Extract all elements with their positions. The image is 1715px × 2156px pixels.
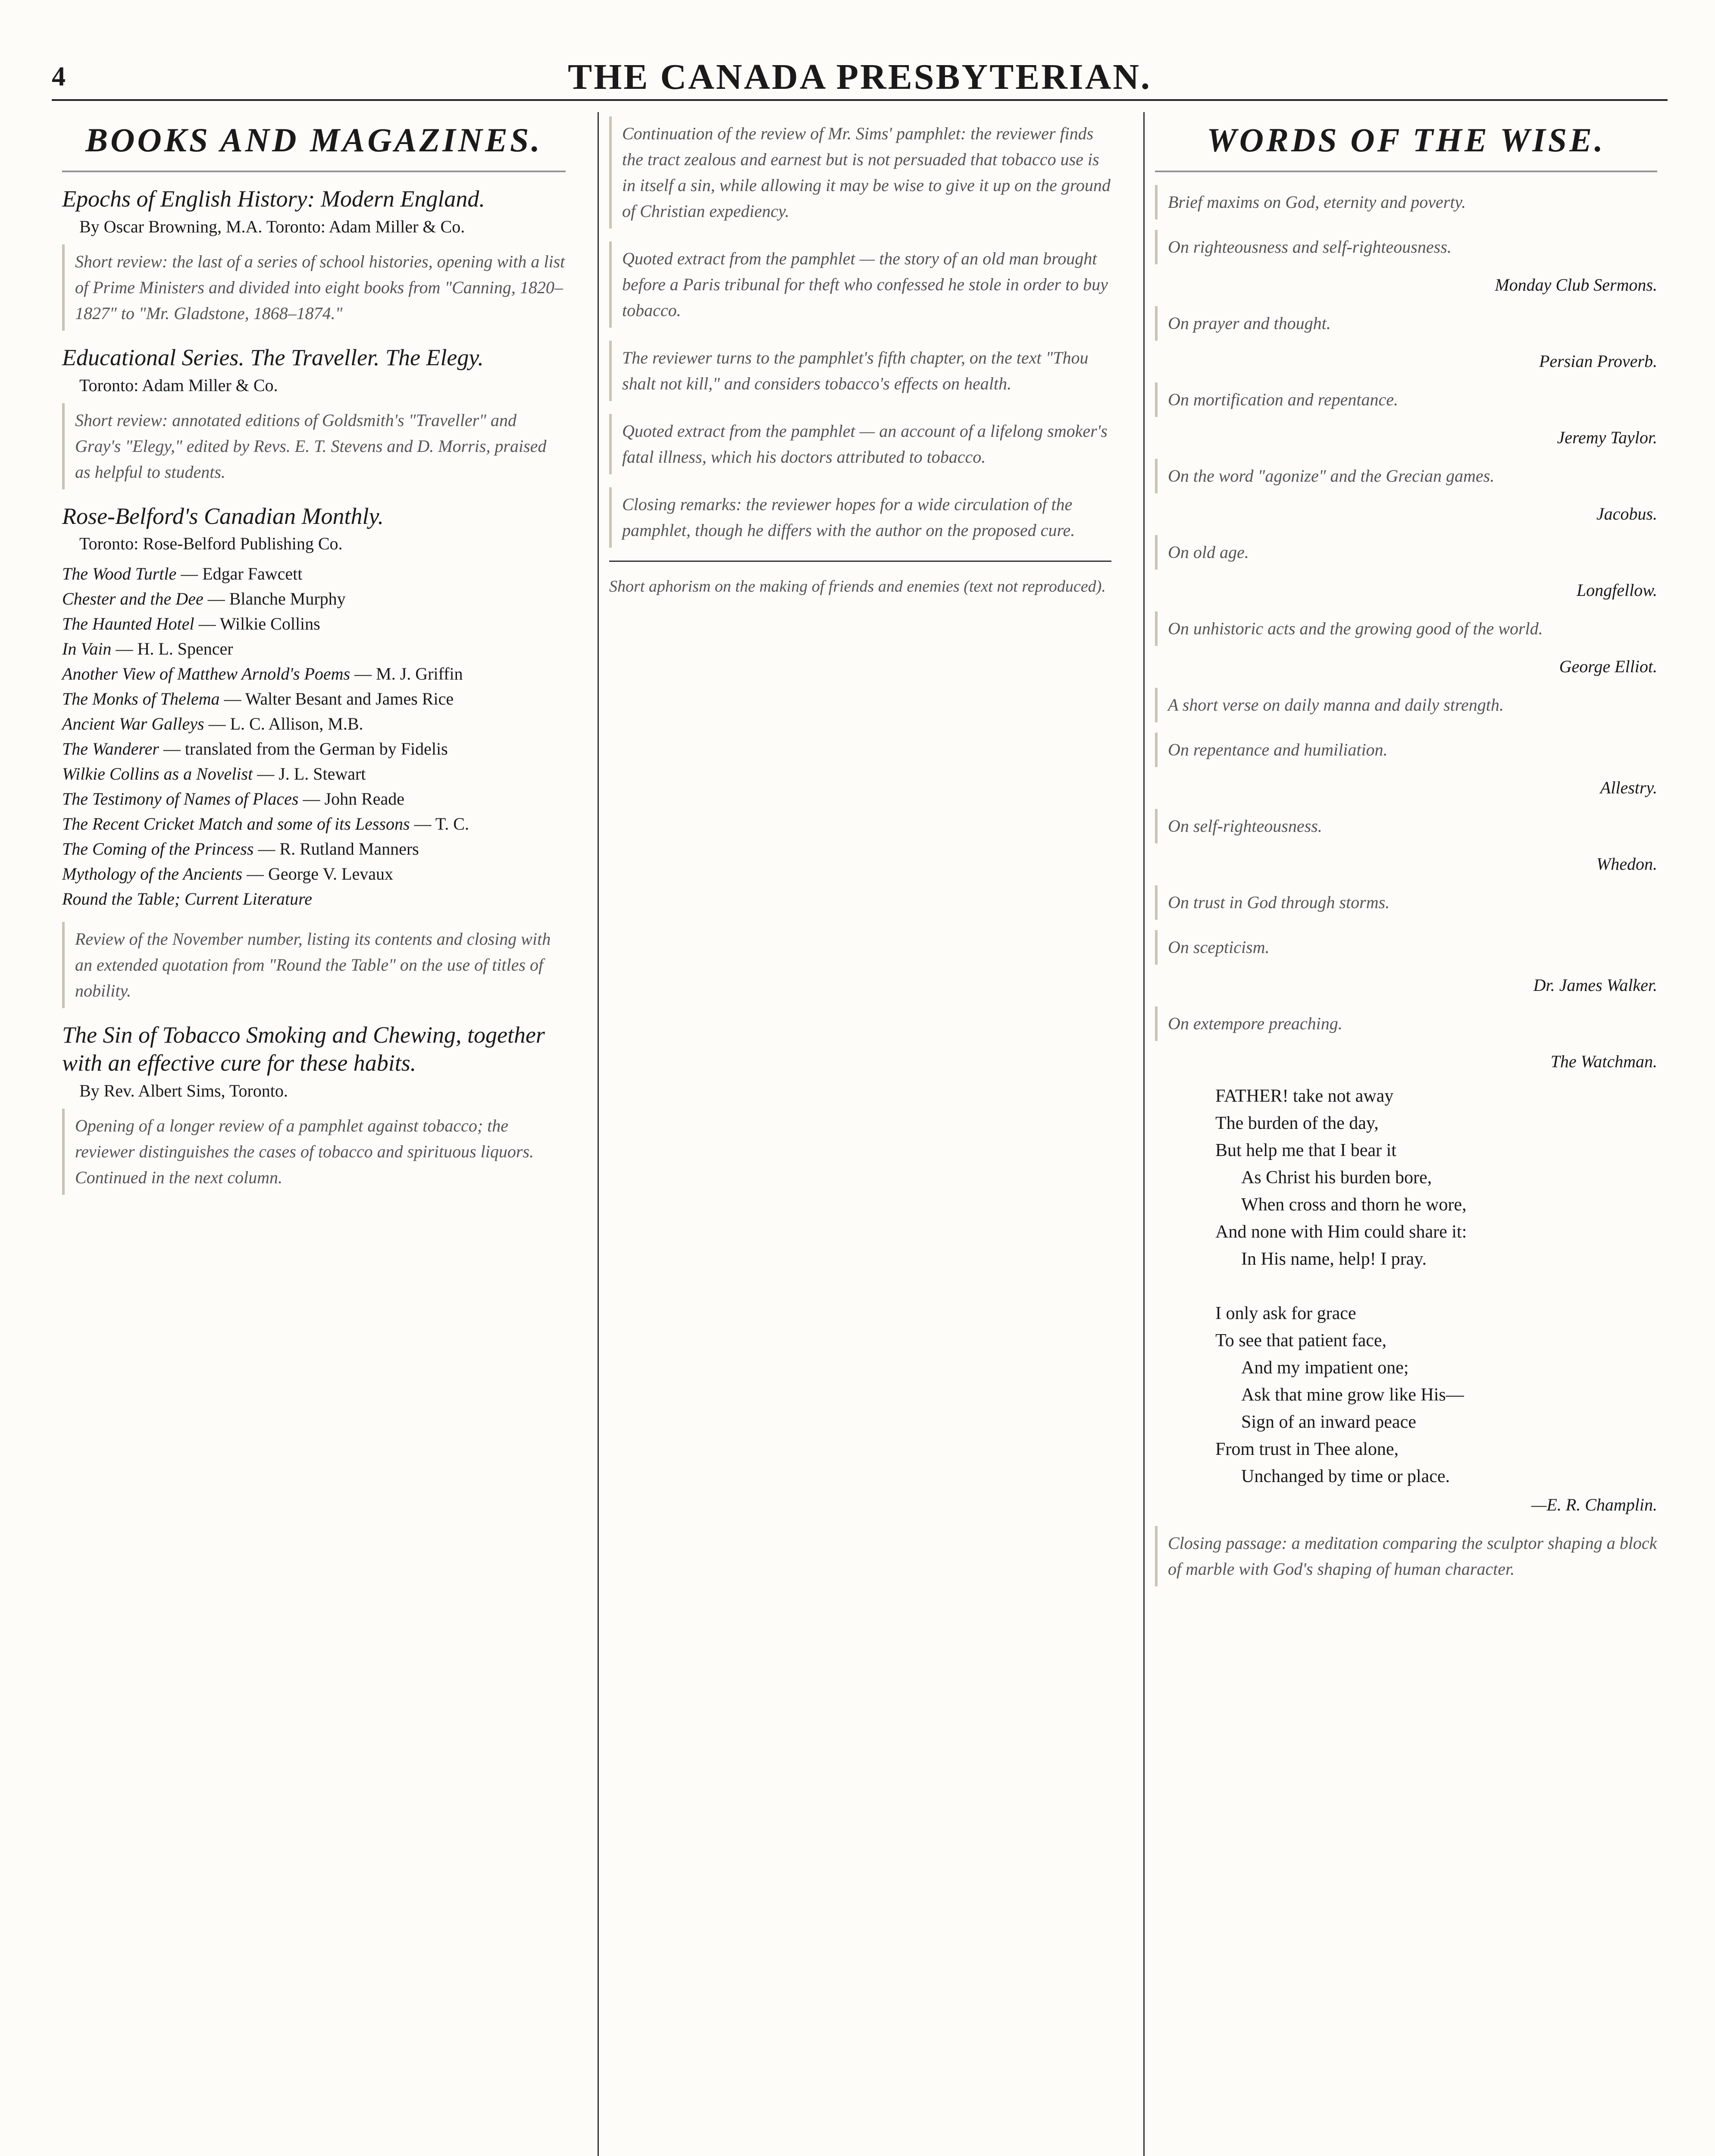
review-title: Epochs of English History: Modern England. <box>62 186 485 212</box>
contents-item: Chester and the Dee — Blanche Murphy <box>62 589 346 609</box>
contents-article: Wilkie Collins as a Novelist <box>62 764 253 784</box>
books-heading: BOOKS AND MAGAZINES. <box>62 112 566 172</box>
maxim-summary: On mortification and repentance. <box>1155 382 1657 417</box>
contents-author: Wilkie Collins <box>219 614 320 634</box>
contents-author: R. Rutland Manners <box>279 839 419 859</box>
contents-article: The Wanderer <box>62 739 159 759</box>
contents-author: L. C. Allison, M.B. <box>230 714 363 734</box>
contents-article: Ancient War Galleys <box>62 714 204 734</box>
contents-author: translated from the German by Fidelis <box>185 739 448 759</box>
review-summary: Continuation of the review of Mr. Sims' pamphlet: the reviewer finds the tract zealous and earnest but is not persuaded that tobacco use is in itself a sin, while allowing it may be wise to give it up on the ground of Christian expediency. <box>609 116 1111 229</box>
maxim-attribution: George Elliot. <box>1559 657 1657 676</box>
maxim-attribution: Jacobus. <box>1596 504 1657 523</box>
maxim-attribution: The Watchman. <box>1550 1052 1657 1071</box>
maxim-summary: On extempore preaching. <box>1155 1006 1657 1041</box>
contents-article: The Wood Turtle <box>62 564 177 584</box>
maxim-attribution: Monday Club Sermons. <box>1495 275 1657 295</box>
poem-line: To see that patient face, <box>1215 1331 1387 1351</box>
review-summary: The reviewer turns to the pamphlet's fifth chapter, on the text "Thou shalt not kill," and considers tobacco's effects on health. <box>609 341 1111 401</box>
contents-item: Ancient War Galleys — L. C. Allison, M.B. <box>62 714 363 734</box>
review-byline: Toronto: Rose-Belford Publishing Co. <box>79 534 343 554</box>
contents-article: In Vain <box>62 639 112 659</box>
poem-line: And my impatient one; <box>1241 1358 1409 1378</box>
contents-article: The Recent Cricket Match and some of its Lessons <box>62 814 410 834</box>
quoted-extract: Quoted extract from the pamphlet — an account of a lifelong smoker's fatal illness, which his doctors attributed to tobacco. <box>609 414 1111 474</box>
poem-line: Ask that mine grow like His— <box>1241 1385 1464 1405</box>
maxim-attribution: Persian Proverb. <box>1539 351 1657 371</box>
poem-line: As Christ his burden bore, <box>1241 1168 1432 1188</box>
review-continued-column <box>598 112 1122 2156</box>
review-title: The Sin of Tobacco Smoking and Chewing, together with an effective cure for these habits. <box>62 1022 545 1076</box>
maxim-summary: A short verse on daily manna and daily strength. <box>1155 688 1657 722</box>
poem-line: The burden of the day, <box>1215 1113 1379 1133</box>
divider <box>609 561 1111 562</box>
review-title: Educational Series. The Traveller. The Elegy. <box>62 344 484 370</box>
review-summary: Short review: the last of a series of school histories, opening with a list of Prime Ministers and divided into eight books from "Canning, 1820–1827" to "Mr. Gladstone, 1868–1874." <box>62 244 566 331</box>
contents-item: Another View of Matthew Arnold's Poems — M. J. Griffin <box>62 664 463 684</box>
poem <box>1215 1083 1657 1490</box>
poem-line: And none with Him could share it: <box>1215 1222 1467 1242</box>
contents-article: The Testimony of Names of Places <box>62 789 299 809</box>
contents-item: The Testimony of Names of Places — John Reade <box>62 789 405 809</box>
contents-author: T. C. <box>435 814 469 834</box>
poem-attribution: —E. R. Champlin. <box>1531 1495 1657 1514</box>
contents-author: George V. Levaux <box>268 864 393 884</box>
page-columns <box>52 112 1668 2156</box>
contents-article: Round the Table; Current Literature <box>62 889 312 909</box>
contents-article: The Haunted Hotel <box>62 614 194 634</box>
review-byline: By Oscar Browning, M.A. Toronto: Adam Miller & Co. <box>79 216 465 236</box>
maxim-attribution: Whedon. <box>1596 854 1657 874</box>
review-byline: By Rev. Albert Sims, Toronto. <box>79 1081 288 1100</box>
maxim-summary: On unhistoric acts and the growing good of the world. <box>1155 611 1657 646</box>
review-byline: Toronto: Adam Miller & Co. <box>79 375 278 395</box>
contents-item: The Monks of Thelema — Walter Besant and James Rice <box>62 689 454 709</box>
paper-title: THE CANADA PRESBYTERIAN. <box>568 57 1152 97</box>
magazine-contents <box>62 561 566 912</box>
closing-summary: Closing passage: a meditation comparing the sculptor shaping a block of marble with God's shaping of human character. <box>1155 1526 1657 1586</box>
contents-author: Edgar Fawcett <box>202 564 303 584</box>
contents-item: Mythology of the Ancients — George V. Levaux <box>62 864 393 884</box>
page-number: 4 <box>52 61 66 91</box>
review-summary: Review of the November number, listing its contents and closing with an extended quotation from "Round the Table" on the use of titles of nobility. <box>62 922 566 1008</box>
contents-item <box>62 887 566 912</box>
review-title: Rose-Belford's Canadian Monthly. <box>62 503 384 529</box>
review-summary: Opening of a longer review of a pamphlet against tobacco; the reviewer distinguishes the cases of tobacco and spirituous liquors. Continued in the next column. <box>62 1109 566 1195</box>
contents-item: The Wanderer — translated from the German by Fidelis <box>62 739 448 759</box>
contents-article: Mythology of the Ancients <box>62 864 243 884</box>
contents-author: J. L. Stewart <box>279 764 366 784</box>
poem-line: When cross and thorn he wore, <box>1241 1195 1467 1215</box>
wise-column <box>1143 112 1668 2156</box>
contents-author: H. L. Spencer <box>137 639 233 659</box>
maxim-summary: On righteousness and self-righteousness. <box>1155 230 1657 264</box>
contents-item: The Wood Turtle — Edgar Fawcett <box>62 564 303 584</box>
poem-line: Sign of an inward peace <box>1241 1412 1416 1432</box>
contents-author: John Reade <box>324 789 405 809</box>
poem-line: From trust in Thee alone, <box>1215 1439 1399 1459</box>
quoted-extract: Quoted extract from the pamphlet — the story of an old man brought before a Paris tribunal for theft who confessed he stole in order to buy tobacco. <box>609 241 1111 328</box>
contents-author: Blanche Murphy <box>229 589 346 609</box>
maxim-summary: On self-righteousness. <box>1155 809 1657 843</box>
maxim-summary: On scepticism. <box>1155 930 1657 965</box>
poem-line: Unchanged by time or place. <box>1241 1467 1450 1486</box>
maxim-summary: On the word "agonize" and the Grecian games. <box>1155 459 1657 493</box>
poem-line: I only ask for grace <box>1215 1304 1356 1323</box>
maxim-attribution: Jeremy Taylor. <box>1557 428 1657 447</box>
poem-line: FATHER! take not away <box>1215 1086 1394 1106</box>
review-summary: Closing remarks: the reviewer hopes for a wide circulation of the pamphlet, though he differs with the author on the proposed cure. <box>609 487 1111 548</box>
contents-article: The Coming of the Princess <box>62 839 254 859</box>
poem-line: But help me that I bear it <box>1215 1141 1396 1160</box>
wise-heading: WORDS OF THE WISE. <box>1155 112 1657 172</box>
maxim-attribution: Allestry. <box>1600 778 1657 797</box>
contents-item: The Recent Cricket Match and some of its Lessons — T. C. <box>62 814 469 834</box>
maxim-summary: On prayer and thought. <box>1155 306 1657 341</box>
contents-article: Another View of Matthew Arnold's Poems <box>62 664 351 684</box>
review-summary: Short review: annotated editions of Goldsmith's "Traveller" and Gray's "Elegy," edited by Revs. E. T. Stevens and D. Morris, praised as helpful to students. <box>62 403 566 489</box>
contents-article: The Monks of Thelema <box>62 689 220 709</box>
contents-author: M. J. Griffin <box>376 664 463 684</box>
masthead <box>52 52 1668 101</box>
poem-line: In His name, help! I pray. <box>1241 1249 1427 1269</box>
contents-author: Walter Besant and James Rice <box>245 689 454 709</box>
books-column <box>52 112 576 2156</box>
maxim-summary: Brief maxims on God, eternity and poverty. <box>1155 185 1657 219</box>
contents-article: Chester and the Dee <box>62 589 203 609</box>
maxim-summary: On trust in God through storms. <box>1155 885 1657 920</box>
wise-entries <box>1155 185 1657 1072</box>
maxim-summary: On old age. <box>1155 535 1657 570</box>
maxim-attribution: Dr. James Walker. <box>1533 975 1657 995</box>
contents-item: The Coming of the Princess — R. Rutland Manners <box>62 839 419 859</box>
contents-item: The Haunted Hotel — Wilkie Collins <box>62 614 320 634</box>
contents-item: Wilkie Collins as a Novelist — J. L. Stewart <box>62 764 366 784</box>
column-footnote: Short aphorism on the making of friends and enemies (text not reproduced). <box>609 577 1106 595</box>
contents-item: In Vain — H. L. Spencer <box>62 639 233 659</box>
maxim-attribution: Longfellow. <box>1576 580 1657 600</box>
maxim-summary: On repentance and humiliation. <box>1155 733 1657 767</box>
